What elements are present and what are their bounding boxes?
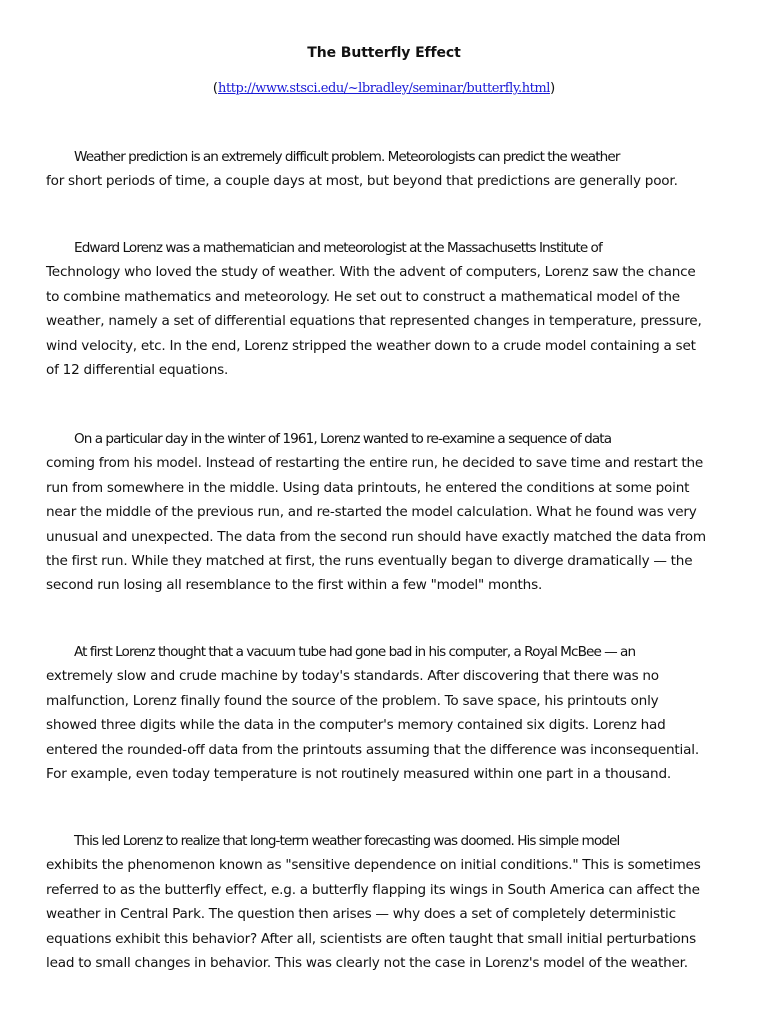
paragraph-line: Technology who loved the study of weather. With the advent of computers, Lorenz saw the chance <box>46 264 696 281</box>
paragraph-line: weather in Central Park. The question then arises — why does a set of completely deterministic <box>46 906 676 923</box>
paragraph-line: run from somewhere in the middle. Using data printouts, he entered the conditions at some point <box>46 479 690 496</box>
paragraph-line: For example, even today temperature is not routinely measured within one part in a thousand. <box>46 766 672 783</box>
paragraph-line: weather, namely a set of differential equations that represented changes in temperature, pressure, <box>46 313 702 330</box>
paragraph-line: Weather prediction is an extremely difficult problem. Meteorologists can predict the weather <box>74 149 620 165</box>
paragraph-line: exhibits the phenomenon known as "sensitive dependence on initial conditions." This is sometimes <box>46 857 701 874</box>
paragraph-line: extremely slow and crude machine by today's standards. After discovering that there was no <box>46 668 659 685</box>
paragraph-weather-prediction <box>46 145 726 194</box>
paragraph-vacuum-tube <box>46 640 726 786</box>
paragraph-line: equations exhibit this behavior? After all, scientists are often taught that small initial perturbations <box>46 930 696 947</box>
paragraph-line: coming from his model. Instead of restarting the entire run, he decided to save time and restart the <box>46 455 704 472</box>
paragraph-line: malfunction, Lorenz finally found the source of the problem. To save space, his printouts only <box>46 692 659 709</box>
paragraph-line: wind velocity, etc. In the end, Lorenz stripped the weather down to a crude model containing a set <box>46 337 696 354</box>
paragraph-winter-1961 <box>46 427 726 598</box>
paragraph-line: second run losing all resemblance to the first within a few "model" months. <box>46 577 543 594</box>
paragraph-line: near the middle of the previous run, and re-started the model calculation. What he found was very <box>46 504 697 521</box>
paragraph-line: lead to small changes in behavior. This was clearly not the case in Lorenz's model of the weather. <box>46 955 688 972</box>
paragraph-line: the first run. While they matched at first, the runs eventually began to diverge dramatically — the <box>46 553 693 570</box>
paragraph-line: to combine mathematics and meteorology. He set out to construct a mathematical model of the <box>46 288 680 305</box>
paragraph-line: This led Lorenz to realize that long-term weather forecasting was doomed. His simple model <box>74 833 620 849</box>
document-title: The Butterfly Effect <box>307 45 461 61</box>
paragraph-line: of 12 differential equations. <box>46 362 229 379</box>
source-link[interactable]: http://www.stsci.edu/~lbradley/seminar/butterfly.html <box>218 81 550 96</box>
paragraph-line: for short periods of time, a couple days at most, but beyond that predictions are generally poor. <box>46 173 678 190</box>
source-open-paren: ( <box>212 80 219 96</box>
paragraph-forecasting-doomed <box>46 829 726 975</box>
paragraph-line: At first Lorenz thought that a vacuum tube had gone bad in his computer, a Royal McBee — an <box>74 644 636 660</box>
paragraph-line: entered the rounded-off data from the printouts assuming that the difference was inconsequential. <box>46 741 699 758</box>
paragraph-line: Edward Lorenz was a mathematician and meteorologist at the Massachusetts Institute of <box>74 240 602 256</box>
paragraph-edward-lorenz <box>46 236 726 382</box>
paragraph-line: On a particular day in the winter of 1961, Lorenz wanted to re-examine a sequence of data <box>74 431 612 447</box>
paragraph-line: showed three digits while the data in the computer's memory contained six digits. Lorenz had <box>46 717 666 734</box>
paragraph-line: unusual and unexpected. The data from the second run should have exactly matched the data from <box>46 528 706 545</box>
paragraph-line: referred to as the butterfly effect, e.g. a butterfly flapping its wings in South America can affect the <box>46 881 700 898</box>
source-close-paren: ) <box>549 80 556 96</box>
source-citation <box>0 79 768 98</box>
